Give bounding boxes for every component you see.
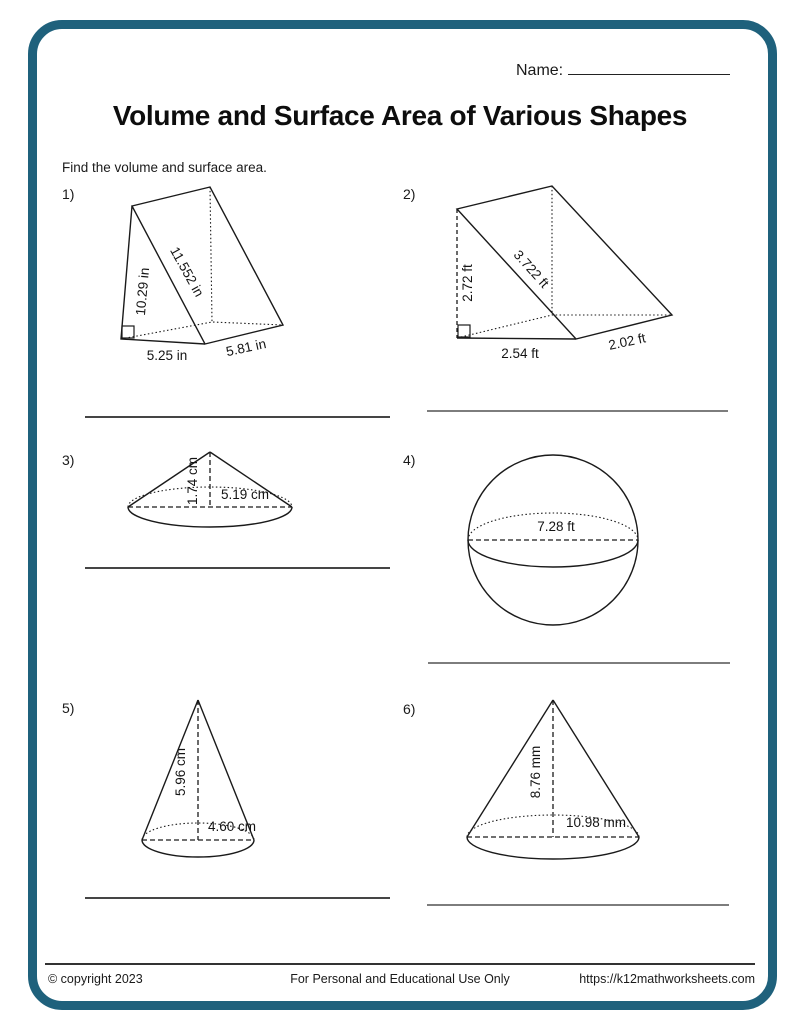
- prism-base-label: 2.54 ft: [501, 346, 539, 361]
- right-angle-marker: [458, 325, 470, 337]
- answer-line-4: [428, 662, 730, 664]
- cone-height-label: 1.74 cm: [185, 456, 200, 506]
- answer-line-1: [85, 416, 390, 418]
- problem-3-number: 3): [62, 452, 75, 468]
- problem-4-number: 4): [403, 452, 416, 468]
- cone-height-label: 5.96 cm: [173, 747, 188, 797]
- cone-radius-label: 4.60 cm: [207, 819, 257, 834]
- page-title: Volume and Surface Area of Various Shapes: [112, 100, 688, 131]
- problem-4-sphere-diagram: [455, 445, 655, 635]
- problem-6-number: 6): [403, 701, 416, 717]
- cone-radius-label: 10.98 mm: [565, 815, 627, 830]
- prism-height-label: 2.72 ft: [460, 264, 475, 302]
- prism-depth-label: 5.81 in: [224, 336, 268, 360]
- cone-height-label: 8.76 mm: [528, 745, 543, 799]
- prism-height-label: 10.29 in: [132, 267, 153, 317]
- problem-2-prism-diagram: [430, 175, 690, 370]
- name-label: Name:: [516, 62, 564, 79]
- problem-3-cone-diagram: [110, 440, 310, 545]
- prism-depth-label: 2.02 ft: [607, 330, 647, 353]
- problem-5-cone-diagram: [125, 690, 275, 865]
- right-angle-marker: [122, 326, 134, 338]
- instruction-text: Find the volume and surface area.: [62, 160, 267, 175]
- problem-1-prism-diagram: [100, 180, 310, 370]
- prism-slant-label: 11.552 in: [167, 244, 207, 300]
- name-row: [516, 60, 730, 80]
- name-entry-line: [568, 60, 730, 75]
- problem-1-number: 1): [62, 186, 75, 202]
- footer-url: https://k12mathworksheets.com: [579, 972, 755, 986]
- footer-divider: [45, 963, 755, 965]
- problem-6-cone-diagram: [445, 690, 665, 870]
- sphere-diameter-label: 7.28 ft: [537, 519, 575, 534]
- answer-line-3: [85, 567, 390, 569]
- footer-usage: For Personal and Educational Use Only: [290, 972, 510, 986]
- answer-line-2: [427, 410, 728, 412]
- problem-5-number: 5): [62, 700, 75, 716]
- prism-base-label: 5.25 in: [146, 348, 188, 363]
- answer-line-6: [427, 904, 729, 906]
- footer-copyright: © copyright 2023: [48, 972, 143, 986]
- cone-radius-label: 5.19 cm: [220, 487, 270, 502]
- problem-2-number: 2): [403, 186, 416, 202]
- prism-slant-label: 3.722 ft: [510, 247, 552, 291]
- answer-line-5: [85, 897, 390, 899]
